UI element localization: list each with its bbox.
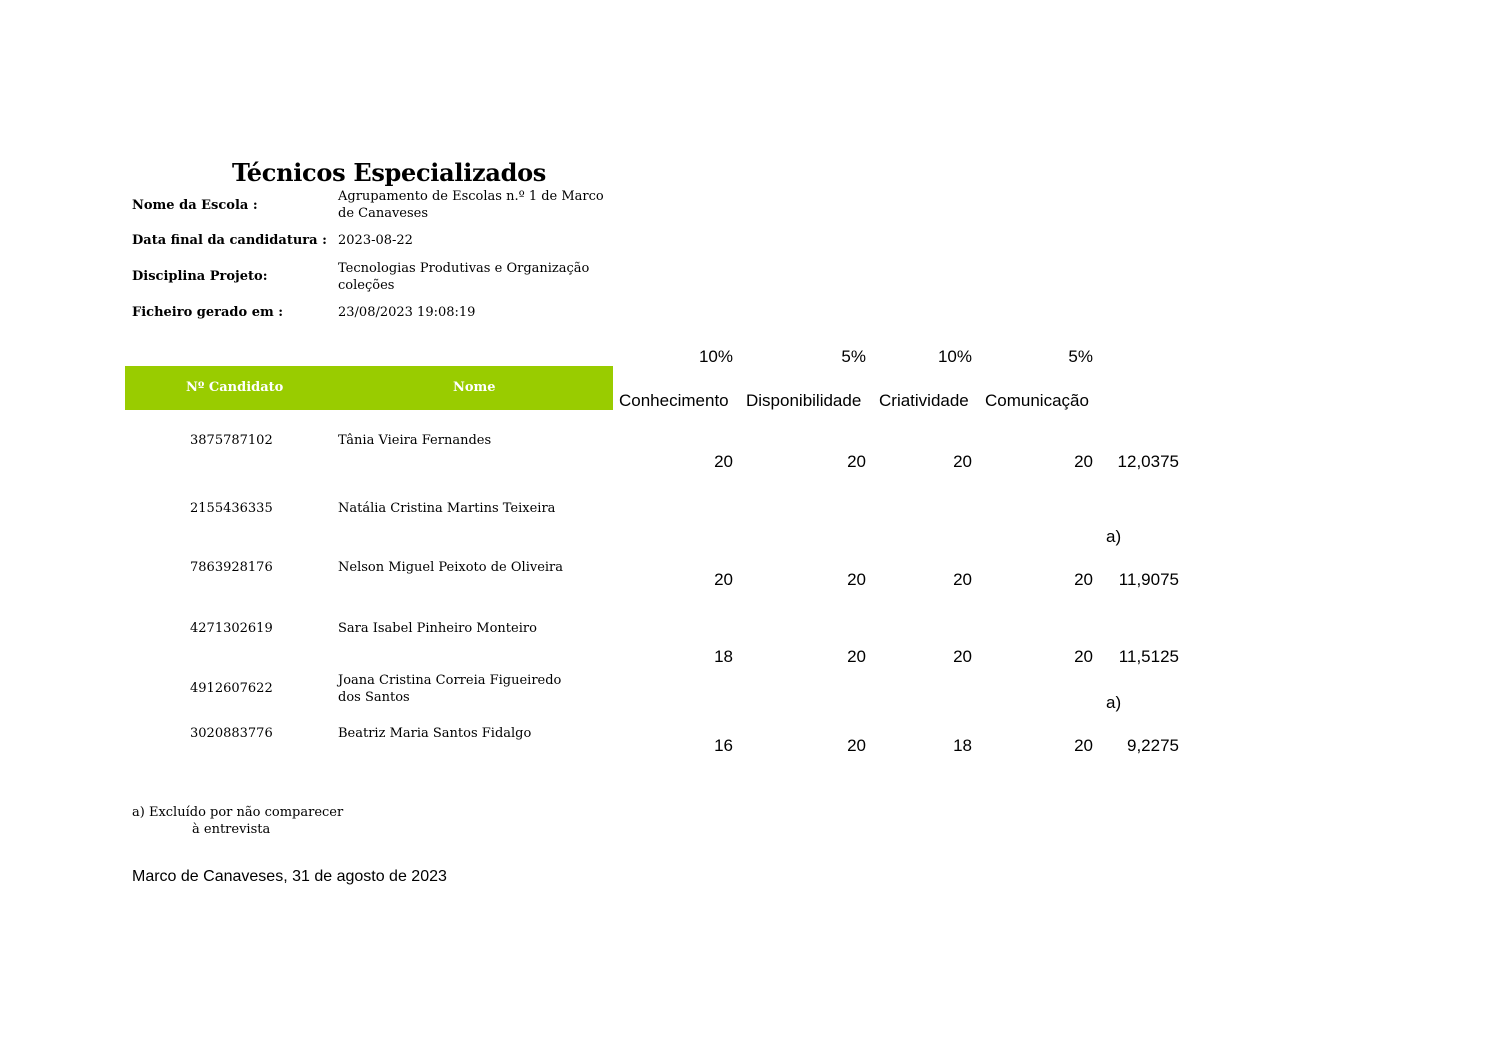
score-creativity: 20 (953, 570, 972, 589)
score-creativity: 20 (953, 452, 972, 471)
discipline-value: Tecnologias Produtivas e Organização coleções (338, 261, 590, 293)
exclusion-note-line1: a) Excluído por não comparecer (132, 805, 344, 820)
candidate-name: Nelson Miguel Peixoto de Oliveira (338, 560, 564, 575)
deadline-value: 2023-08-22 (338, 233, 413, 248)
school-name-value: Agrupamento de Escolas n.º 1 de Marco de Canaveses (338, 189, 604, 221)
criterion-communication: Comunicação (985, 391, 1089, 410)
exclusion-note-line2: à entrevista (192, 822, 271, 837)
score-communication: 20 (1074, 452, 1093, 471)
place-date-footer: Marco de Canaveses, 31 de agosto de 2023 (132, 868, 447, 885)
score-availability: 20 (847, 736, 866, 755)
final-score: 9,2275 (1127, 736, 1179, 755)
score-creativity: 20 (953, 647, 972, 666)
candidate-number: 4912607622 (190, 681, 273, 696)
criterion-creativity: Criatividade (879, 391, 969, 410)
score-availability: 20 (847, 647, 866, 666)
score-availability: 20 (847, 452, 866, 471)
final-score: 11,5125 (1118, 647, 1179, 666)
criterion-knowledge: Conhecimento (619, 391, 729, 410)
candidate-name: Beatriz Maria Santos Fidalgo (338, 726, 532, 741)
page-title: Técnicos Especializados (232, 158, 546, 187)
generated-label: Ficheiro gerado em : (132, 305, 284, 320)
discipline-label: Disciplina Projeto: (132, 269, 268, 284)
final-score: 12,0375 (1117, 452, 1179, 471)
header-candidate-number: Nº Candidato (186, 380, 284, 395)
score-knowledge: 16 (714, 736, 733, 755)
score-communication: 20 (1074, 647, 1093, 666)
candidate-number: 7863928176 (190, 560, 273, 575)
candidate-name: Sara Isabel Pinheiro Monteiro (338, 621, 537, 636)
weight-knowledge: 10% (698, 347, 733, 366)
score-communication: 20 (1074, 736, 1093, 755)
candidate-number: 4271302619 (190, 621, 273, 636)
weight-creativity: 10% (937, 347, 972, 366)
score-knowledge: 20 (714, 570, 733, 589)
generated-value: 23/08/2023 19:08:19 (338, 305, 476, 320)
weight-communication: 5% (1068, 347, 1093, 366)
exclusion-note (132, 804, 343, 838)
candidate-number: 2155436335 (190, 501, 273, 516)
score-communication: 20 (1074, 570, 1093, 589)
candidate-number: 3875787102 (190, 433, 273, 448)
final-score: a) (1106, 693, 1122, 712)
final-score: 11,9075 (1118, 570, 1179, 589)
weight-availability: 5% (841, 347, 866, 366)
deadline-label: Data final da candidatura : (132, 233, 327, 248)
score-availability: 20 (847, 570, 866, 589)
score-knowledge: 18 (714, 647, 733, 666)
candidate-name: Joana Cristina Correia Figueiredo dos Santos (338, 673, 562, 705)
header-name: Nome (453, 380, 496, 395)
criterion-availability: Disponibilidade (746, 391, 862, 410)
candidate-number: 3020883776 (190, 726, 273, 741)
final-score: a) (1106, 527, 1122, 546)
score-knowledge: 20 (714, 452, 733, 471)
school-name-label: Nome da Escola : (132, 198, 258, 213)
candidate-name: Tânia Vieira Fernandes (338, 433, 492, 448)
candidate-name: Natália Cristina Martins Teixeira (338, 501, 556, 516)
score-creativity: 18 (953, 736, 972, 755)
